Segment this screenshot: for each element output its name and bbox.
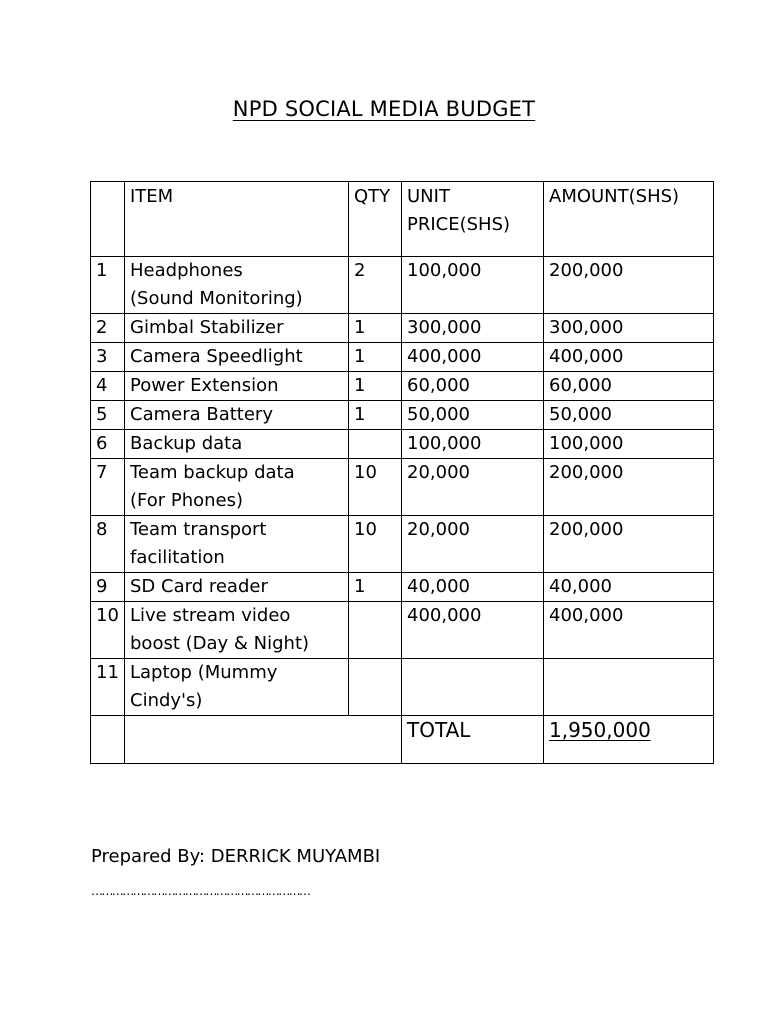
row-item: [125, 430, 349, 459]
table-row: [91, 573, 714, 602]
row-amount: 200,000: [544, 257, 714, 314]
row-item-line1: Gimbal Stabilizer: [130, 317, 284, 338]
row-amount: 400,000: [544, 343, 714, 372]
total-amount: 1,950,000: [549, 718, 651, 742]
row-item-line1: Team backup data: [130, 462, 295, 483]
row-unit-price: 400,000: [402, 343, 544, 372]
row-item: [125, 401, 349, 430]
header-no: [91, 182, 125, 257]
signature-line: ………………………………………………………: [91, 884, 310, 898]
row-item: [125, 516, 349, 573]
row-item: [125, 573, 349, 602]
row-item-line1: SD Card reader: [130, 576, 268, 597]
row-item-line2: Cindy's): [130, 690, 203, 711]
row-qty: 10: [349, 459, 402, 516]
row-amount: 300,000: [544, 314, 714, 343]
row-unit-price: 40,000: [402, 573, 544, 602]
row-item: [125, 659, 349, 716]
row-item-line1: Team transport: [130, 519, 267, 540]
row-number: 2: [91, 314, 125, 343]
table-row: [91, 314, 714, 343]
table-row: [91, 602, 714, 659]
row-number: 9: [91, 573, 125, 602]
total-label: TOTAL: [407, 718, 471, 742]
row-item: [125, 343, 349, 372]
row-item-line2: (For Phones): [130, 490, 244, 511]
table-row: [91, 257, 714, 314]
row-item-line2: (Sound Monitoring): [130, 288, 303, 309]
row-item: [125, 459, 349, 516]
row-item-line2: boost (Day & Night): [130, 633, 310, 654]
row-amount: 200,000: [544, 516, 714, 573]
row-item-line1: Camera Battery: [130, 404, 273, 425]
row-item-line1: Laptop (Mummy: [130, 662, 278, 683]
header-amount: AMOUNT(SHS): [544, 182, 714, 257]
total-empty-span: [125, 716, 402, 764]
row-item-line1: Power Extension: [130, 375, 279, 396]
table-row: [91, 459, 714, 516]
row-number: 6: [91, 430, 125, 459]
total-row: [91, 716, 714, 764]
row-amount: 100,000: [544, 430, 714, 459]
row-item-line1: Backup data: [130, 433, 243, 454]
row-item: [125, 257, 349, 314]
total-label-cell: [402, 716, 544, 764]
table-row: [91, 516, 714, 573]
row-unit-price: [402, 659, 544, 716]
row-number: 5: [91, 401, 125, 430]
row-amount: 40,000: [544, 573, 714, 602]
row-item-line1: Camera Speedlight: [130, 346, 303, 367]
prepared-by: Prepared By: DERRICK MUYAMBI: [91, 846, 381, 867]
row-qty: 1: [349, 314, 402, 343]
row-unit-price: 20,000: [402, 516, 544, 573]
header-item: ITEM: [125, 182, 349, 257]
page-title-text: NPD SOCIAL MEDIA BUDGET: [232, 97, 536, 121]
row-qty: [349, 430, 402, 459]
header-qty: QTY: [349, 182, 402, 257]
row-number: 8: [91, 516, 125, 573]
row-qty: [349, 602, 402, 659]
row-amount: 200,000: [544, 459, 714, 516]
page-title: [0, 94, 768, 124]
row-amount: [544, 659, 714, 716]
table-row: [91, 372, 714, 401]
row-item: [125, 372, 349, 401]
row-unit-price: 100,000: [402, 430, 544, 459]
row-qty: 1: [349, 372, 402, 401]
total-amount-cell: [544, 716, 714, 764]
row-amount: 60,000: [544, 372, 714, 401]
table-row: [91, 401, 714, 430]
row-unit-price: 100,000: [402, 257, 544, 314]
row-item-line2: facilitation: [130, 547, 225, 568]
row-item-line1: Live stream video: [130, 605, 291, 626]
table-row: [91, 430, 714, 459]
row-qty: 1: [349, 343, 402, 372]
row-number: 10: [91, 602, 125, 659]
row-item: [125, 314, 349, 343]
table-row: [91, 659, 714, 716]
row-number: 7: [91, 459, 125, 516]
row-number: 11: [91, 659, 125, 716]
row-qty: 1: [349, 401, 402, 430]
header-unit-price-line2: PRICE(SHS): [407, 214, 511, 235]
row-unit-price: 300,000: [402, 314, 544, 343]
table-row: [91, 343, 714, 372]
budget-table: [90, 181, 714, 764]
row-qty: 2: [349, 257, 402, 314]
row-number: 3: [91, 343, 125, 372]
row-item: [125, 602, 349, 659]
header-unit-price-line1: UNIT: [407, 186, 450, 207]
table-header-row: [91, 182, 714, 257]
row-item-line1: Headphones: [130, 260, 243, 281]
row-unit-price: 60,000: [402, 372, 544, 401]
row-number: 1: [91, 257, 125, 314]
row-qty: 1: [349, 573, 402, 602]
row-qty: 10: [349, 516, 402, 573]
header-unit-price: [402, 182, 544, 257]
row-unit-price: 50,000: [402, 401, 544, 430]
total-empty-cell: [91, 716, 125, 764]
row-number: 4: [91, 372, 125, 401]
row-unit-price: 400,000: [402, 602, 544, 659]
row-unit-price: 20,000: [402, 459, 544, 516]
row-amount: 400,000: [544, 602, 714, 659]
row-qty: [349, 659, 402, 716]
row-amount: 50,000: [544, 401, 714, 430]
